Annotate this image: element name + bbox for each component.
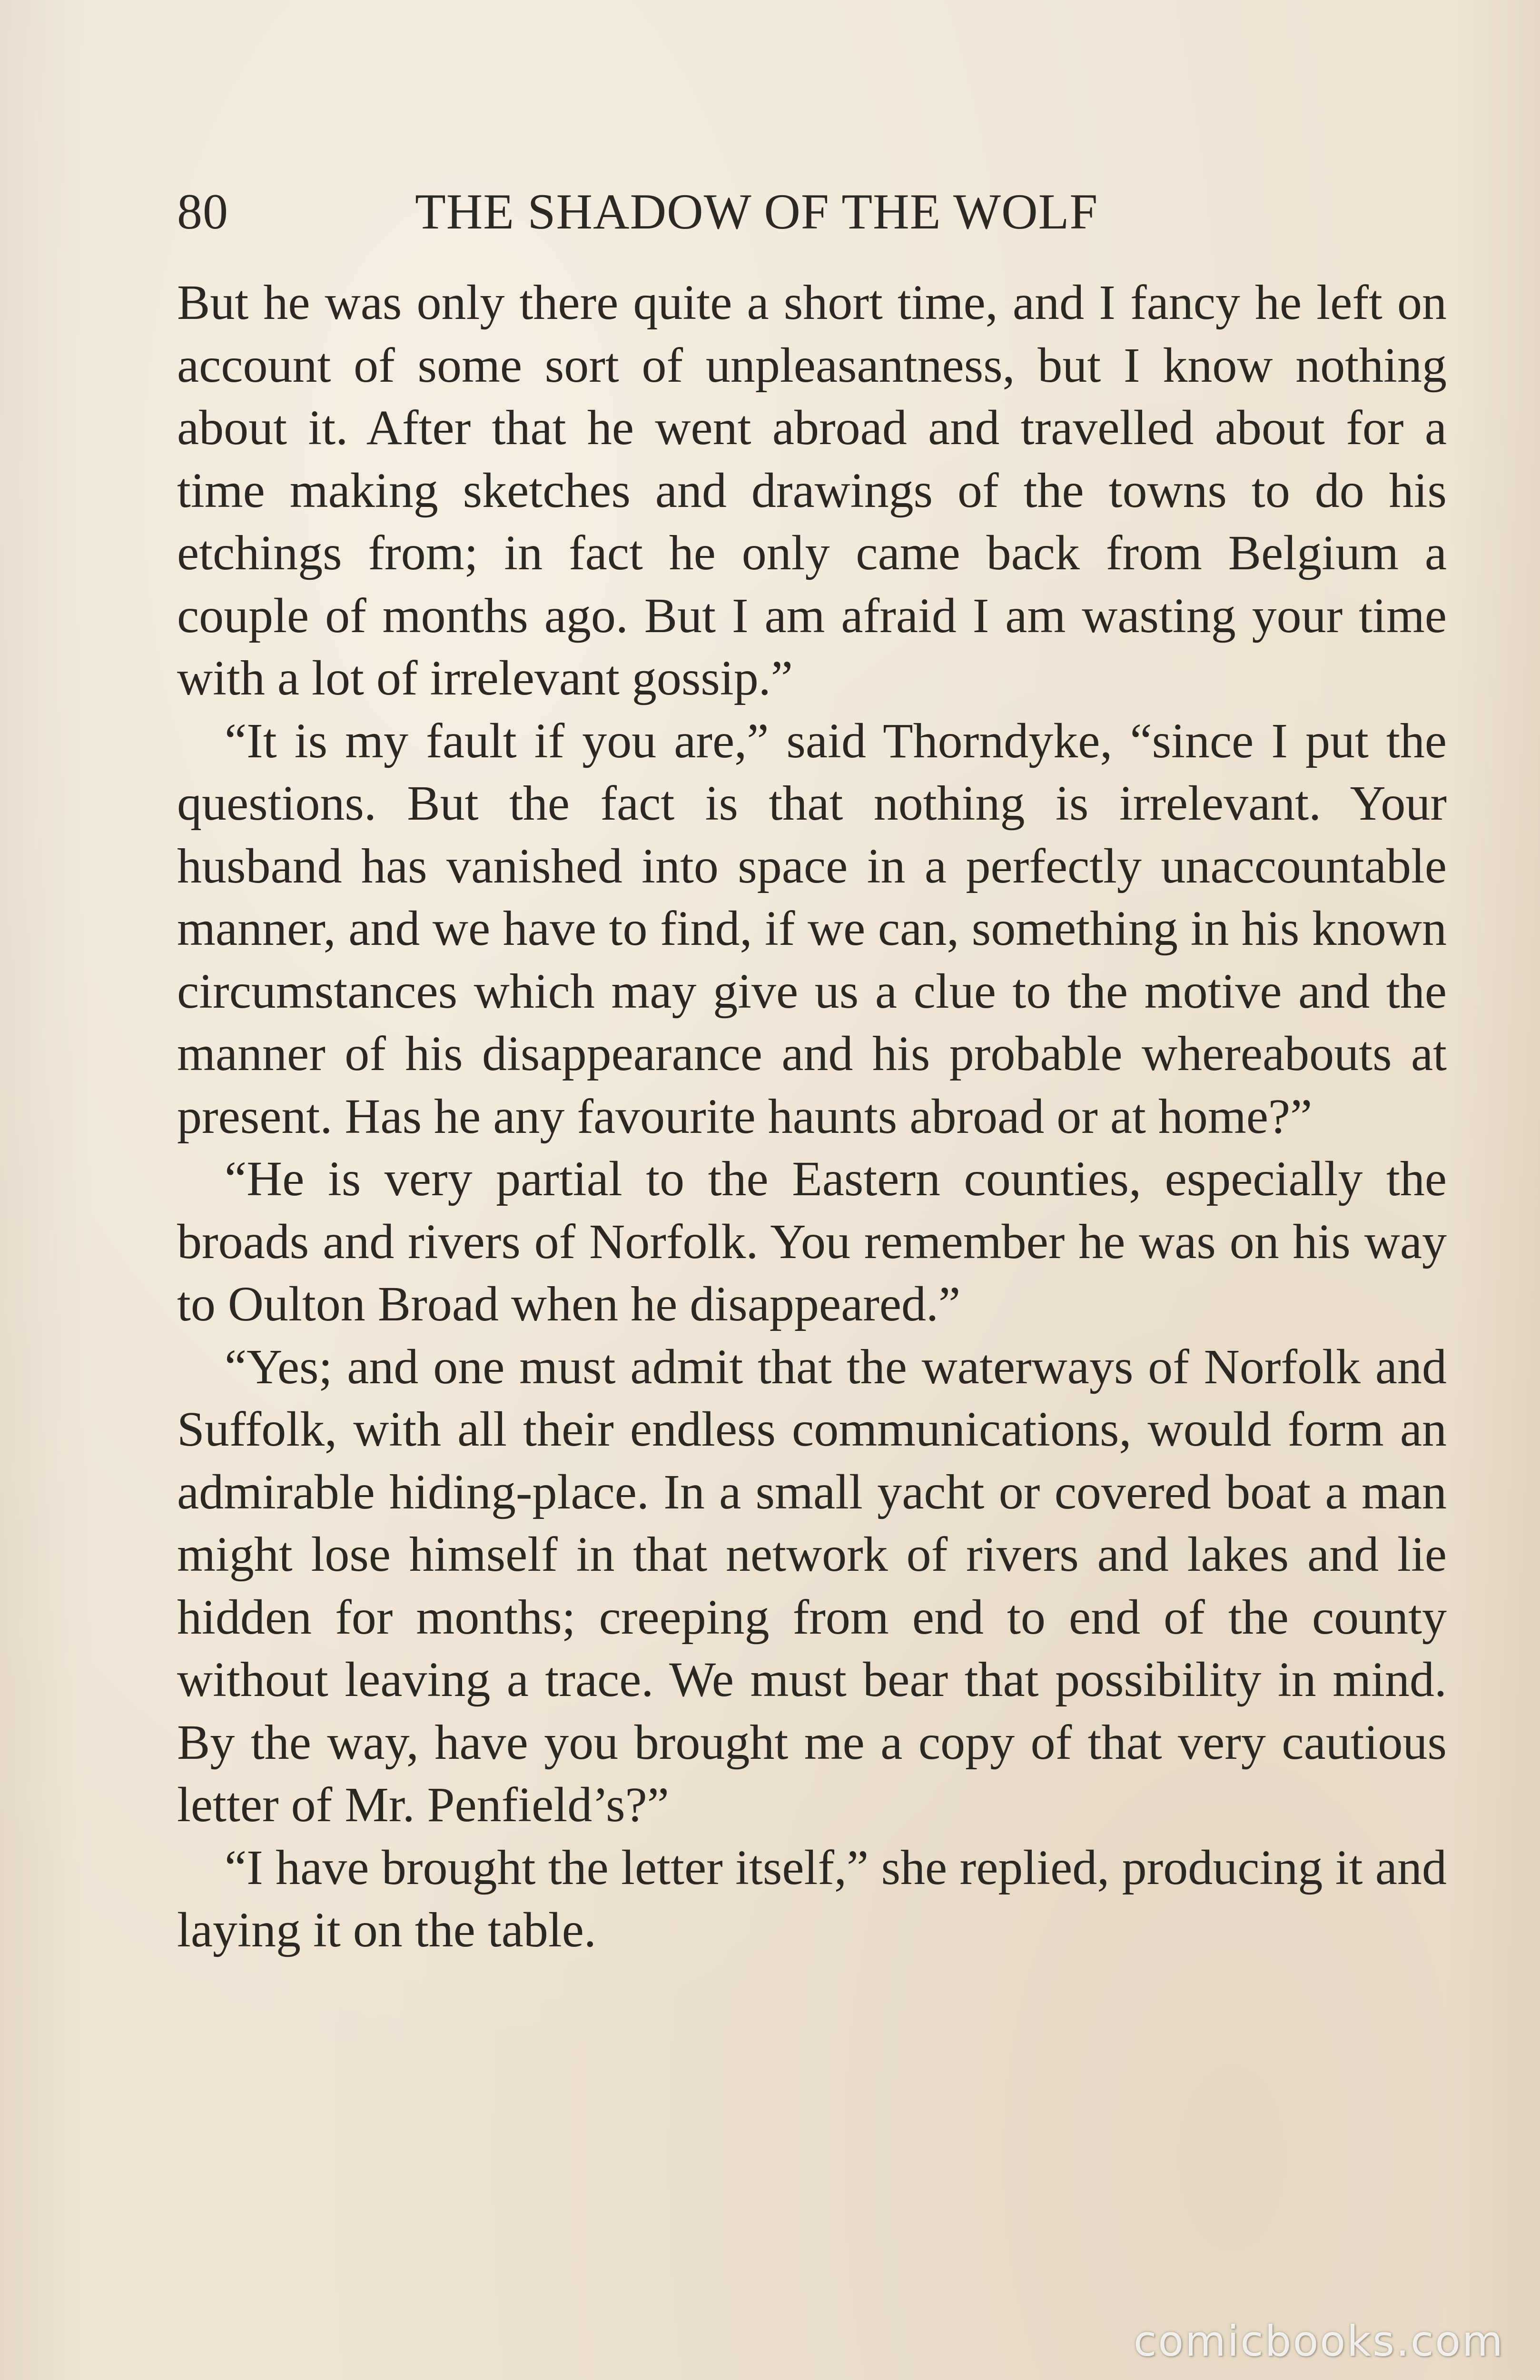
body-text	[177, 271, 1447, 1962]
paragraph-letter: “I have brought the letter itself,” she replied, producing it and laying it on the table.	[177, 1840, 1447, 1957]
page-number: 80	[177, 184, 228, 239]
running-head	[177, 178, 1224, 245]
paragraph-waterways: “Yes; and one must admit that the waterways of Norfolk and Suffolk, with all their endless communications, would form an admirable hiding-place. In a small yacht or covered boat a man might lose himself in that network of rivers and lakes and lie hidden for months; creeping from end to end of the county without leaving a trace. We must bear that possibility in mind. By the way, have you brought me a copy of that very cautious letter of Mr. Penfield’s?”	[177, 1339, 1447, 1832]
running-title: THE SHADOW OF THE WOLF	[415, 184, 1098, 239]
paragraph-eastern-counties: “He is very partial to the Eastern counties, especially the broads and rivers of Norfolk. You remember he was on his way to Oulton Broad when he disappeared.”	[177, 1151, 1447, 1331]
paragraph-continued: But he was only there quite a short time, and I fancy he left on account of some sort of unpleasantness, but I know nothing about it. After that he went abroad and travelled about for a time making sketches and drawings of the towns to do his etchings from; in fact he only came back from Belgium a couple of months ago. But I am afraid I am wasting your time with a lot of irrelevant gossip.”	[177, 275, 1447, 705]
paragraph-thorndyke-questions: “It is my fault if you are,” said Thorndyke, “since I put the questions. But the fact is that nothing is irrelevant. Your husband has vanished into space in a perfectly unaccountable manner, and we have to find, if we can, something in his known circumstances which may give us a clue to the motive and the manner of his disappearance and his probable whereabouts at present. Has he any favourite haunts abroad or at home?”	[177, 713, 1447, 1144]
watermark: comicbooks.com	[1133, 2317, 1504, 2366]
